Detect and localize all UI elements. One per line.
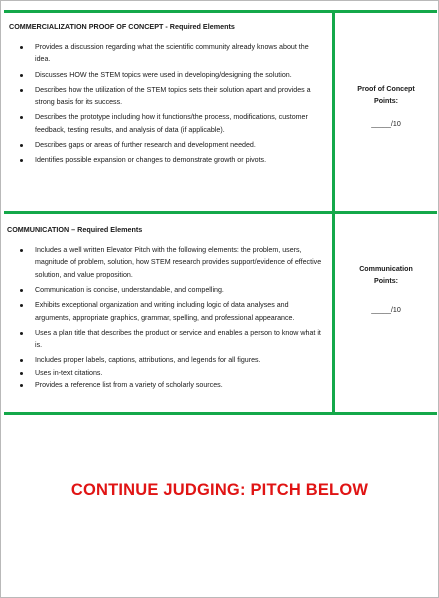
continue-judging-banner: CONTINUE JUDGING: PITCH BELOW [70, 481, 369, 499]
list-item: Provides a reference list from a variety of scholarly sources. [35, 379, 325, 391]
bullet-icon [20, 372, 23, 375]
bullet-icon [20, 249, 23, 252]
middle-rule [4, 211, 437, 214]
bullet-icon [20, 289, 23, 292]
list-item: Exhibits exceptional organization and writing including logic of data analyses and arguments, appropriate graphics, grammar, spelling, and professional appearance. [35, 299, 325, 324]
communication-items-list [35, 244, 325, 394]
list-item: Describes gaps or areas of further research and development needed. [35, 139, 325, 151]
proof-points-label: Proof of Concept Points: [357, 85, 415, 106]
top-rule [4, 10, 437, 13]
communication-points-box [335, 263, 437, 316]
bottom-rule [4, 412, 437, 415]
list-item: Includes proper labels, captions, attributions, and legends for all figures. [35, 354, 325, 366]
bullet-icon [20, 46, 23, 49]
proof-points-value[interactable]: _____/10 [371, 119, 401, 128]
list-item: Communication is concise, understandable, and compelling. [35, 284, 325, 296]
list-item: Uses a plan title that describes the product or service and enables a person to know what it is. [35, 327, 325, 352]
bullet-icon [20, 332, 23, 335]
list-item: Uses in-text citations. [35, 367, 325, 379]
proof-section-title: COMMERCIALIZATION PROOF OF CONCEPT - Required Elements [9, 22, 235, 31]
column-divider [332, 10, 335, 415]
proof-items-list [35, 41, 325, 169]
list-item: Includes a well written Elevator Pitch with the following elements: the problem, users, magnitude of problem, solution, how STEM research provides support/evidence of effective solution, and value proposition. [35, 244, 325, 281]
proof-points-box [335, 83, 437, 130]
list-item: Discusses HOW the STEM topics were used in developing/designing the solution. [35, 69, 325, 81]
list-item: Provides a discussion regarding what the scientific community already knows about the idea. [35, 41, 325, 66]
bullet-icon [20, 74, 23, 77]
list-item: Describes the prototype including how it functions/the process, modifications, customer feedback, testing results, and analysis of data (if applicable). [35, 111, 325, 136]
list-item: Identifies possible expansion or changes to demonstrate growth or pivots. [35, 154, 325, 166]
communication-points-label: Communication Points: [359, 265, 413, 286]
communication-points-value[interactable]: _____/10 [371, 305, 401, 314]
communication-section-title: COMMUNICATION – Required Elements [7, 225, 143, 234]
bullet-icon [20, 89, 23, 92]
list-item: Describes how the utilization of the STEM topics sets their solution apart and provides a strong basis for its success. [35, 84, 325, 109]
